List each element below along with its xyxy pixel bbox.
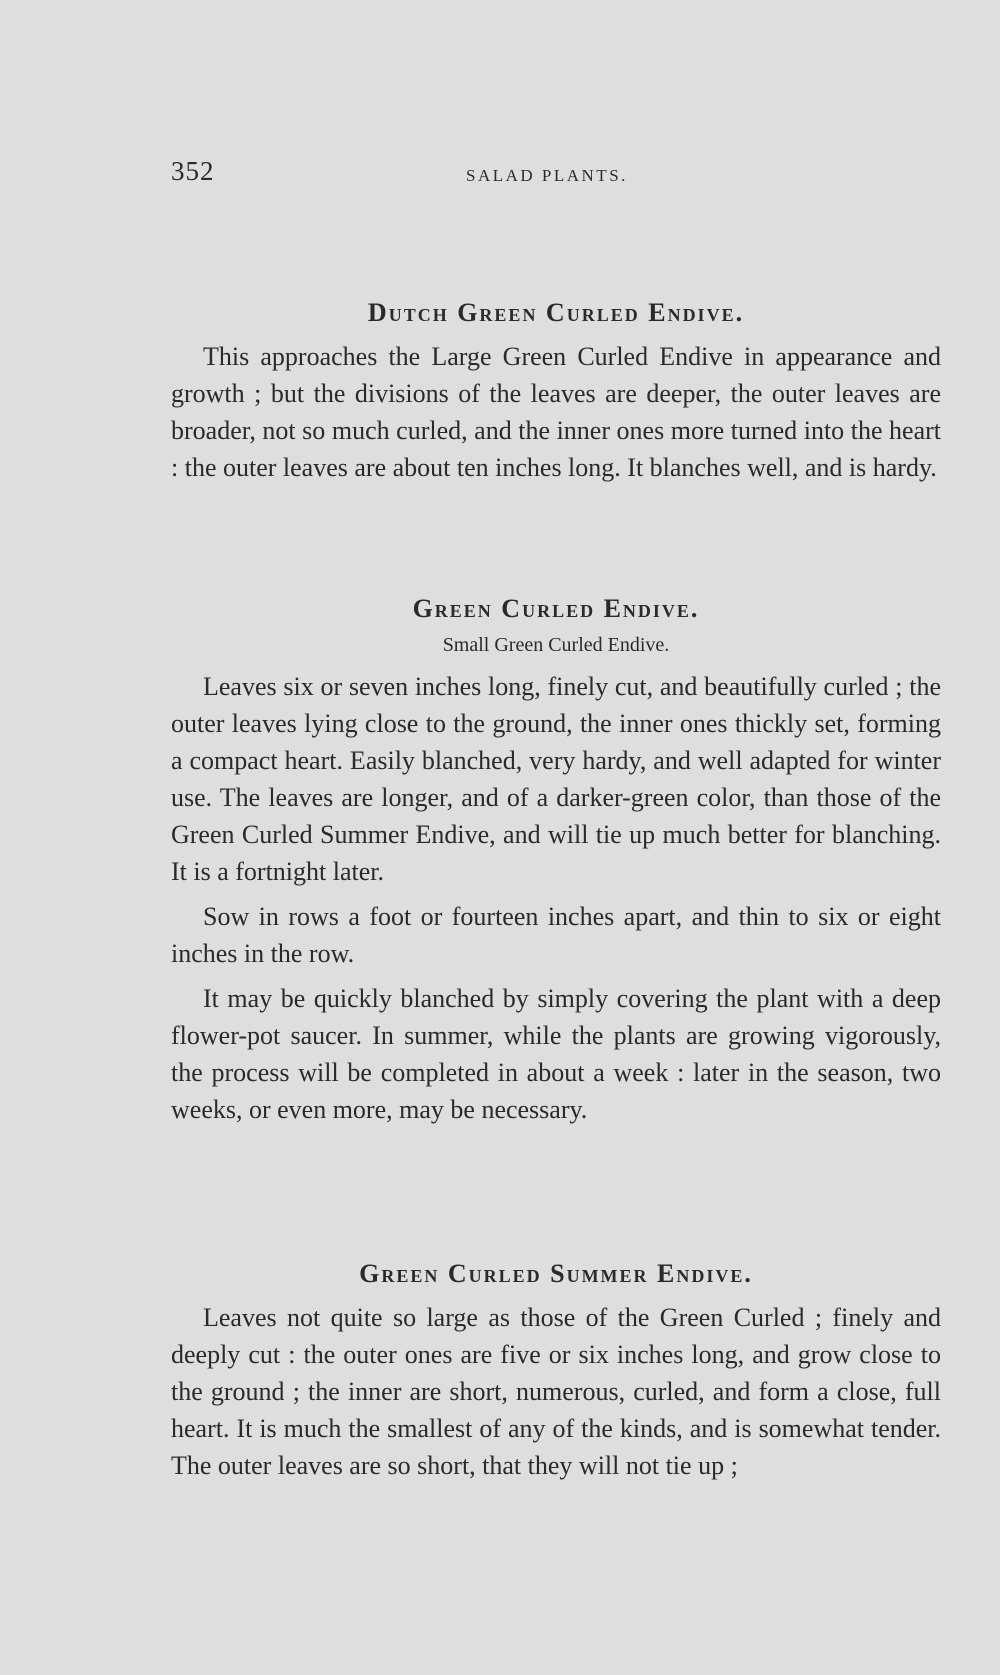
paragraph: Leaves not quite so large as those of the Green Curled ; finely and deeply cut : the outer ones are five or six inches long, and grow close to the ground ; the inner are short, numerous, curled, and form a close, full heart. It is much the smallest of any of the kinds, and is somewhat tender. The outer leaves are so short, that they will not tie up ; bbox=[171, 1303, 941, 1480]
section-subheading: Small Green Curled Endive. bbox=[442, 634, 670, 656]
paragraph: Leaves six or seven inches long, finely cut, and beautifully curled ; the outer leaves lying close to the ground, the inner ones thickly set, forming a compact heart. Easily blanched, very hardy, and well adapted for winter use. The leaves are longer, and of a darker-green color, than those of the Green Curled Summer Endive, and will tie up much better for blanching. It is a fortnight later. bbox=[171, 672, 941, 886]
section-green-curled-summer-endive bbox=[171, 1257, 941, 1484]
paragraph: This approaches the Large Green Curled Endive in appearance and growth ; but the divisions of the leaves are deeper, the outer leaves are broader, not so much curled, and the inner ones more turned into the heart : the outer leaves are about ten inches long. It blanches well, and is hardy. bbox=[171, 342, 941, 482]
page-number: 352 bbox=[171, 156, 215, 186]
section-heading: Green Curled Summer Endive. bbox=[359, 1259, 753, 1288]
running-title: SALAD PLANTS. bbox=[466, 166, 628, 185]
section-green-curled-endive bbox=[171, 592, 941, 1128]
paragraph: It may be quickly blanched by simply covering the plant with a deep flower-pot saucer. In summer, while the plants are growing vigorously, the process will be completed in about a week : later in the season, two weeks, or even more, may be necessary. bbox=[171, 984, 941, 1124]
paragraph: Sow in rows a foot or fourteen inches apart, and thin to six or eight inches in the row. bbox=[171, 902, 941, 968]
section-heading: Dutch Green Curled Endive. bbox=[367, 298, 745, 327]
section-dutch-green-curled-endive bbox=[171, 296, 941, 486]
section-heading: Green Curled Endive. bbox=[412, 594, 700, 623]
